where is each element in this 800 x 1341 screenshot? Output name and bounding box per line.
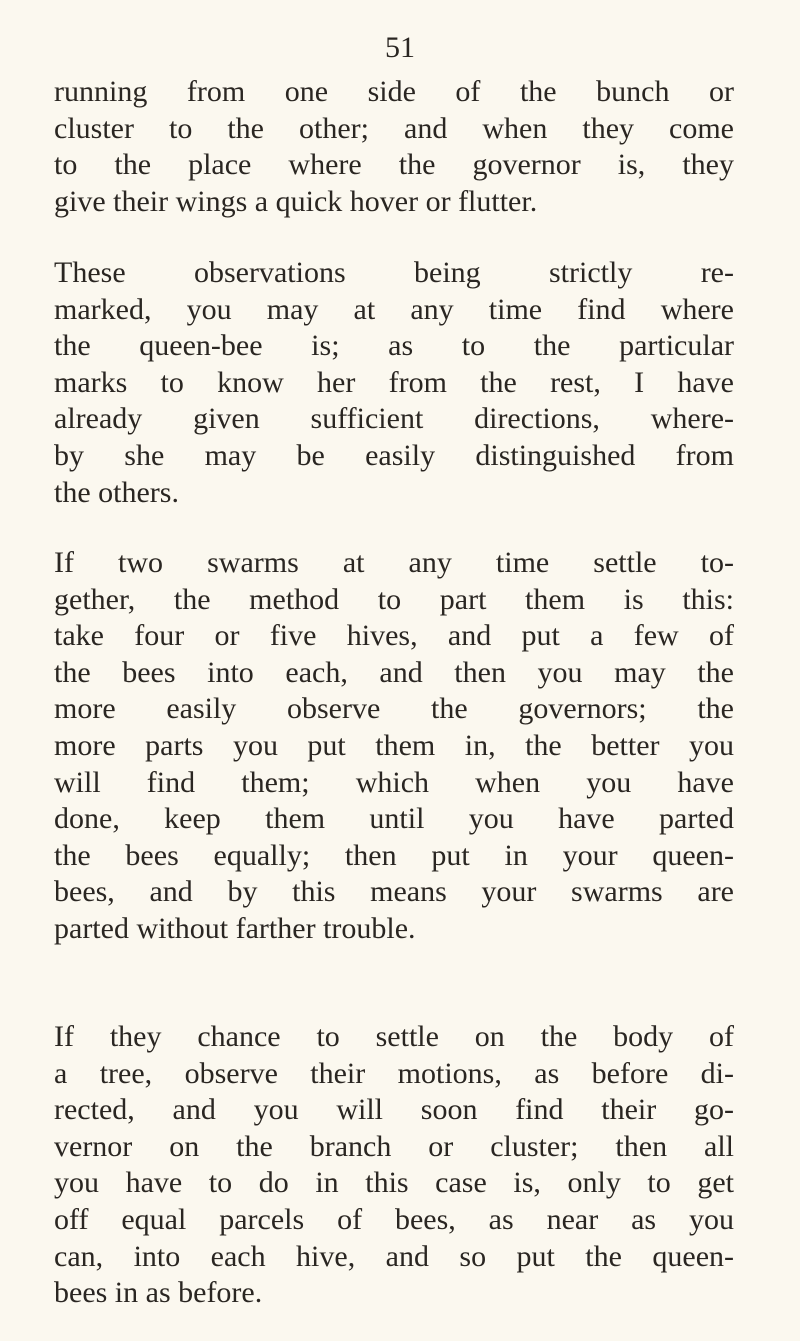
paragraph-4 [54, 1019, 734, 1312]
text-line: a tree, observe their motions, as before di- [54, 1056, 734, 1090]
text-line: bees, and by this means your swarms are [54, 875, 734, 909]
text-line: the bees equally; then put in your queen- [54, 838, 734, 872]
text-line: the others. [54, 475, 179, 509]
text-line: take four or five hives, and put a few of [54, 619, 734, 653]
text-line: more parts you put them in, the better you [54, 728, 734, 762]
text-line: rected, and you will soon find their go- [54, 1093, 734, 1127]
text-line: off equal parcels of bees, as near as you [54, 1202, 734, 1236]
text-line: gether, the method to part them is this: [54, 582, 734, 616]
text-line: These observations being strictly re- [54, 256, 734, 289]
text-line: marks to know her from the rest, I have [54, 365, 734, 399]
text-line: by she may be easily distinguished from [54, 438, 734, 472]
text-line: marked, you may at any time find where [54, 292, 734, 326]
paragraph-2 [54, 255, 734, 511]
text-line: more easily observe the governors; the [54, 692, 734, 726]
text-line: already given sufficient directions, where- [54, 402, 734, 436]
text-line: If they chance to settle on the body of [54, 1020, 734, 1053]
text-line: can, into each hive, and so put the queen- [54, 1239, 734, 1273]
text-line: the queen-bee is; as to the particular [54, 329, 734, 363]
text-line: vernor on the branch or cluster; then all [54, 1129, 734, 1163]
text-line: bees in as before. [54, 1276, 263, 1310]
text-line: you have to do in this case is, only to get [54, 1166, 734, 1200]
text-line: the bees into each, and then you may the [54, 655, 734, 689]
paragraph-1 [54, 74, 734, 220]
text-line: running from one side of the bunch or [54, 75, 734, 108]
text-line: If two swarms at any time settle to- [54, 546, 734, 579]
page-number: 51 [385, 31, 415, 64]
paragraph-3 [54, 545, 734, 948]
text-line: done, keep them until you have parted [54, 802, 734, 836]
text-line: give their wings a quick hover or flutter. [54, 184, 538, 218]
text-line: cluster to the other; and when they come [54, 111, 734, 145]
text-line: parted without farther trouble. [54, 911, 416, 945]
text-line: to the place where the governor is, they [54, 148, 734, 182]
text-line: will find them; which when you have [54, 765, 734, 799]
